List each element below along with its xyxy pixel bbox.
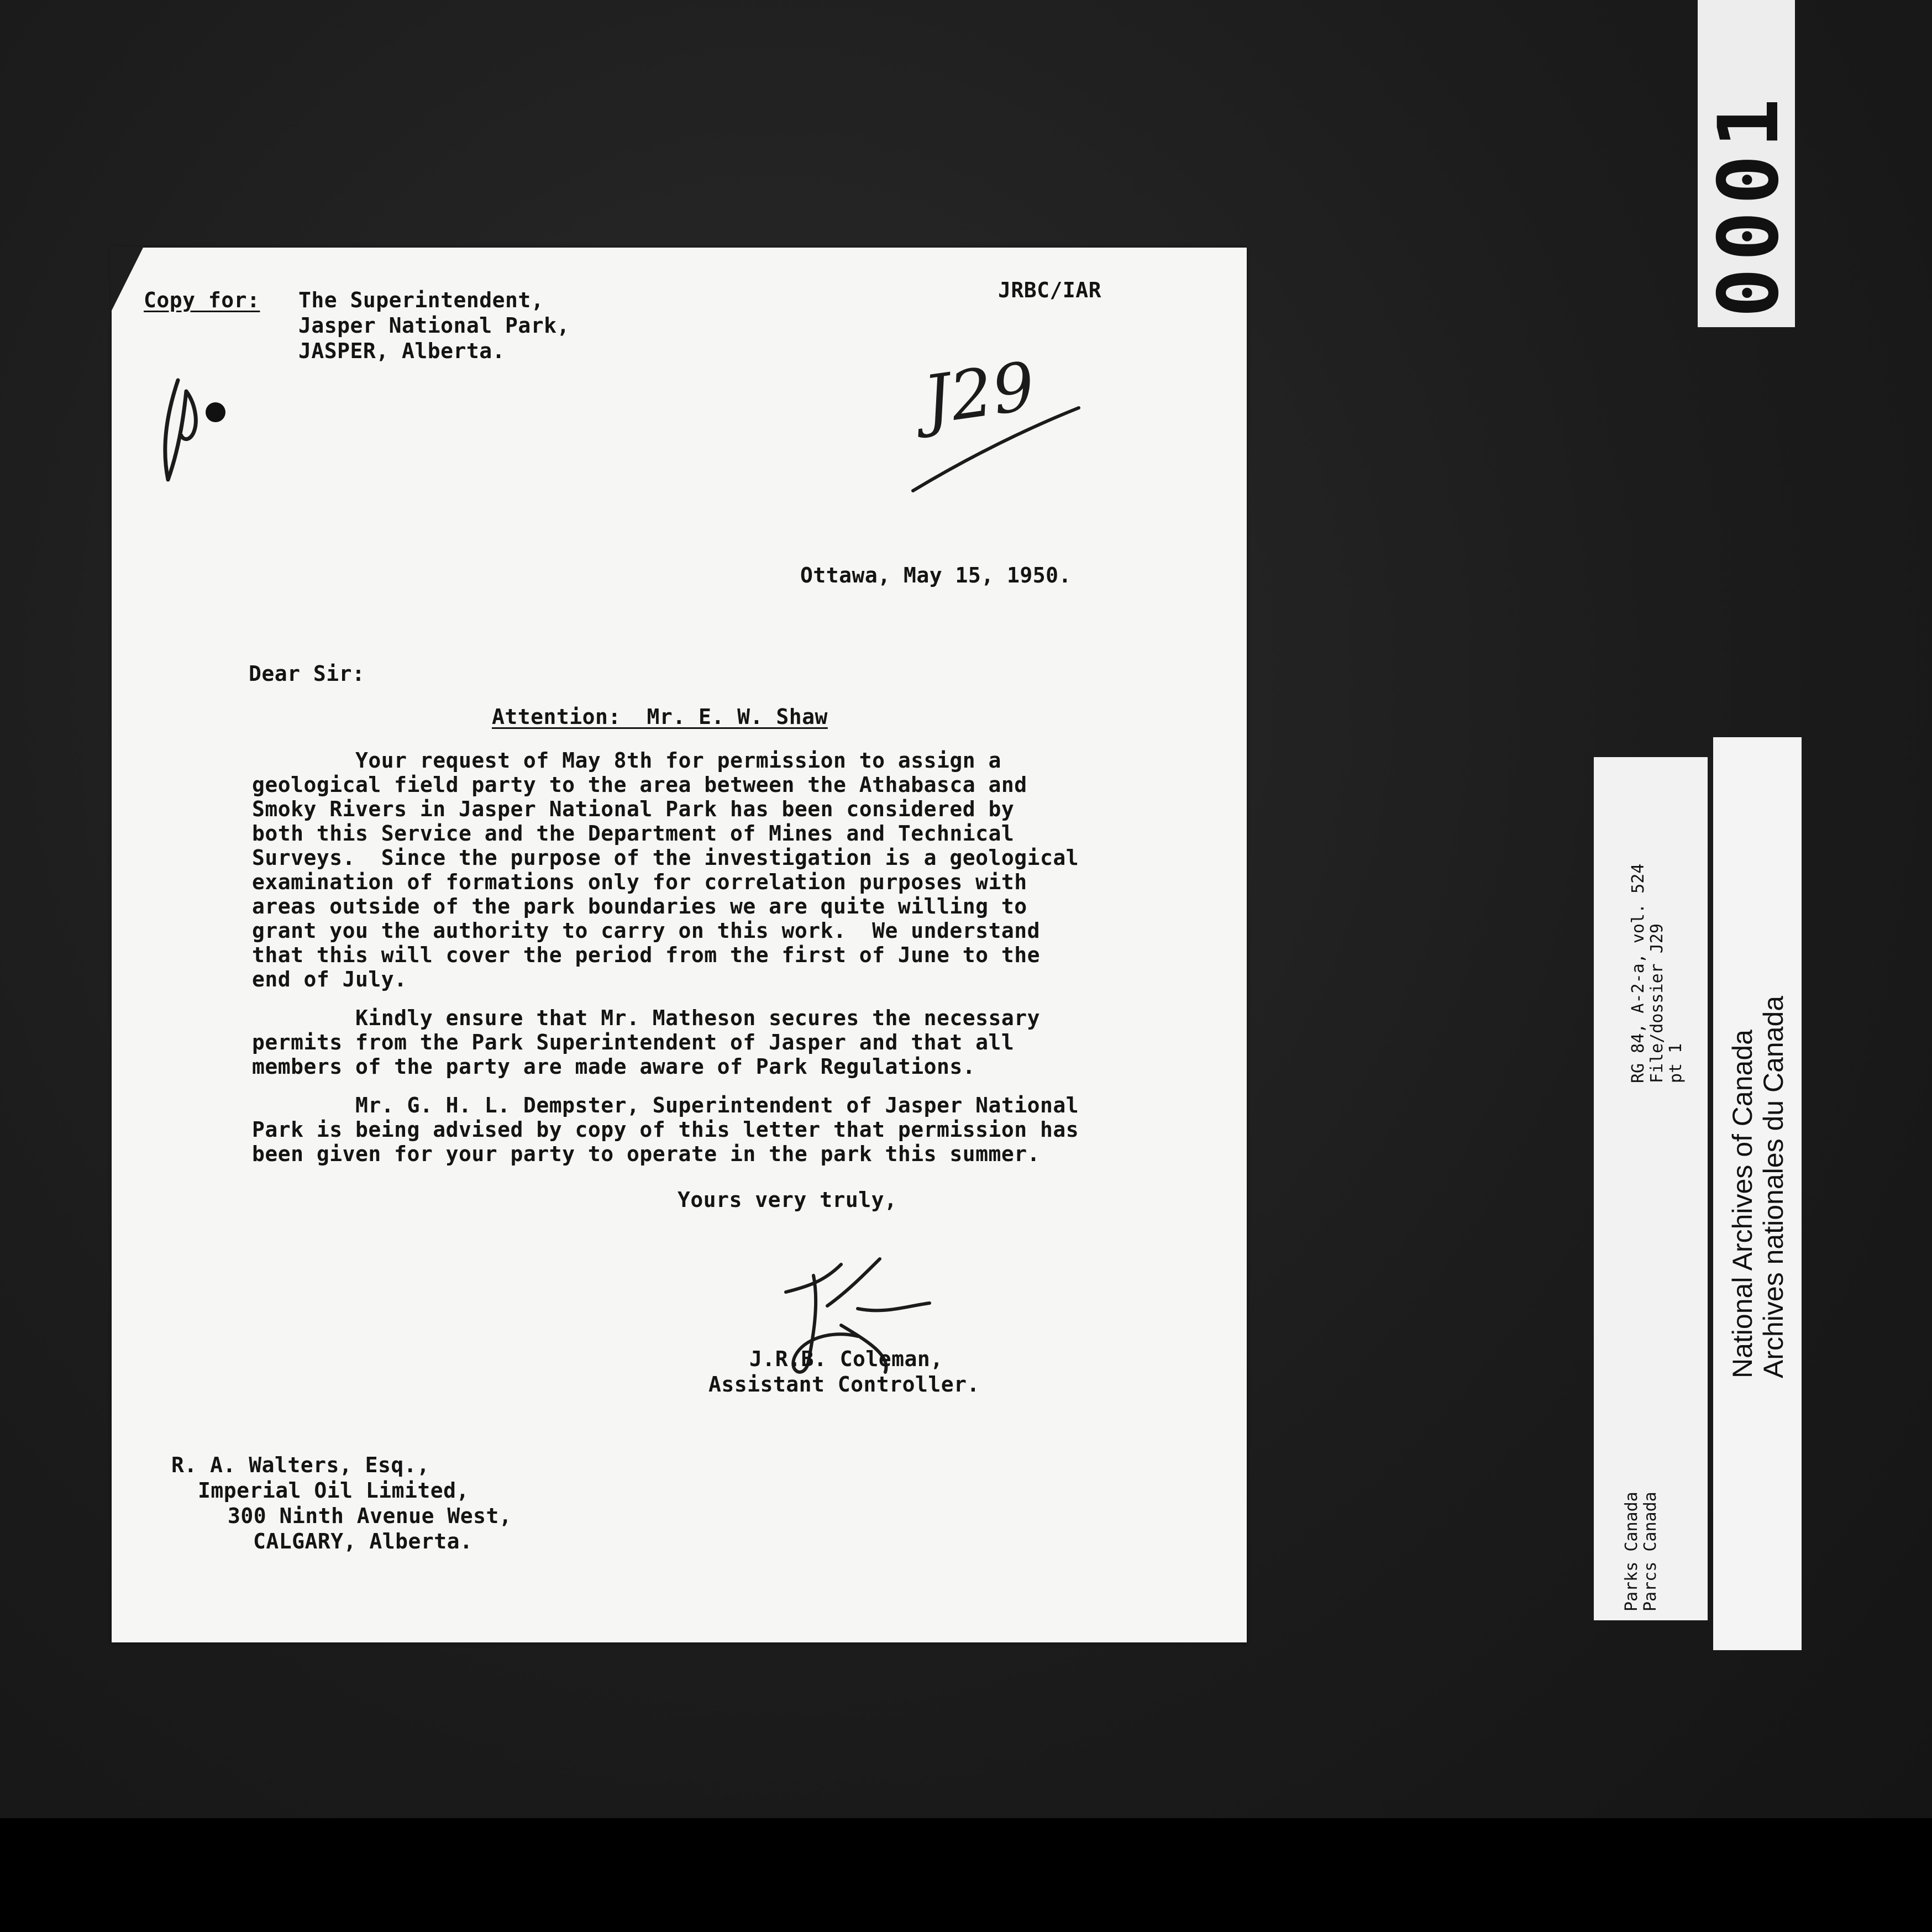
frame-number-strip [1698, 0, 1795, 327]
body-paragraph-1: Your request of May 8th for permission to assign a geological field party to the area between the Athabasca and Smoky Rivers in Jasper National Park has been considered by both this Service and the Department of Mines and Technical Surveys. Since the purpose of the investigation is a geological examination of formations only for correlation purposes with areas outside of the park boundaries we are quite willing to grant you the authority to carry on this work. We understand that this will cover the period from the first of June to the end of July. [252, 748, 1079, 991]
copy-for-label: Copy for: [144, 288, 260, 312]
reference-line-2: File/dossier J29 [1647, 923, 1667, 1083]
signer-name: J.R.B. Coleman, [749, 1347, 943, 1371]
copy-for-line-2: Jasper National Park, [298, 313, 570, 338]
body-paragraph-3: Mr. G. H. L. Dempster, Superintendent of Jasper National Park is being advised by copy of this letter that permission has been given for your party to operate in the park this summer. [252, 1093, 1079, 1166]
address-line-2: Imperial Oil Limited, [198, 1478, 469, 1503]
date-line: Ottawa, May 15, 1950. [800, 563, 1072, 587]
handwritten-underline [907, 397, 1084, 496]
closing: Yours very truly, [678, 1188, 897, 1212]
agency-line-2: Parcs Canada [1641, 1492, 1660, 1611]
national-archives-tab [1713, 737, 1802, 1650]
reference-line-1: RG 84, A-2-a, vol. 524 [1629, 863, 1648, 1083]
address-line-1: R. A. Walters, Esq., [171, 1453, 430, 1477]
body-paragraph-2: Kindly ensure that Mr. Matheson secures the necessary permits from the Park Superintendent of Jasper and that all members of the party are made aware of Park Regulations. [252, 1006, 1041, 1079]
attention-line: Attention: Mr. E. W. Shaw [492, 705, 828, 729]
copy-for-line-1: The Superintendent, [298, 288, 544, 312]
reference-line-3: pt 1 [1666, 1043, 1686, 1083]
institution-line-2: Archives nationales du Canada [1758, 995, 1789, 1378]
film-bottom-band [0, 1818, 1932, 1932]
copy-for-line-3: JASPER, Alberta. [298, 339, 506, 363]
agency-line-1: Parks Canada [1622, 1492, 1641, 1611]
salutation: Dear Sir: [249, 662, 365, 686]
reference-initials: JRBC/IAR [998, 278, 1102, 302]
institution-line-1: National Archives of Canada [1727, 1030, 1758, 1378]
handwritten-file-no: J29 [919, 348, 1040, 440]
archive-reference-tab [1594, 757, 1708, 1620]
handwritten-initials [145, 369, 233, 502]
address-line-4: CALGARY, Alberta. [253, 1529, 473, 1553]
letter-page [112, 248, 1247, 1642]
frame-number: 0001 [1701, 91, 1797, 318]
signer-title: Assistant Controller. [708, 1372, 980, 1397]
address-line-3: 300 Ninth Avenue West, [228, 1504, 512, 1528]
folded-corner [111, 246, 144, 313]
